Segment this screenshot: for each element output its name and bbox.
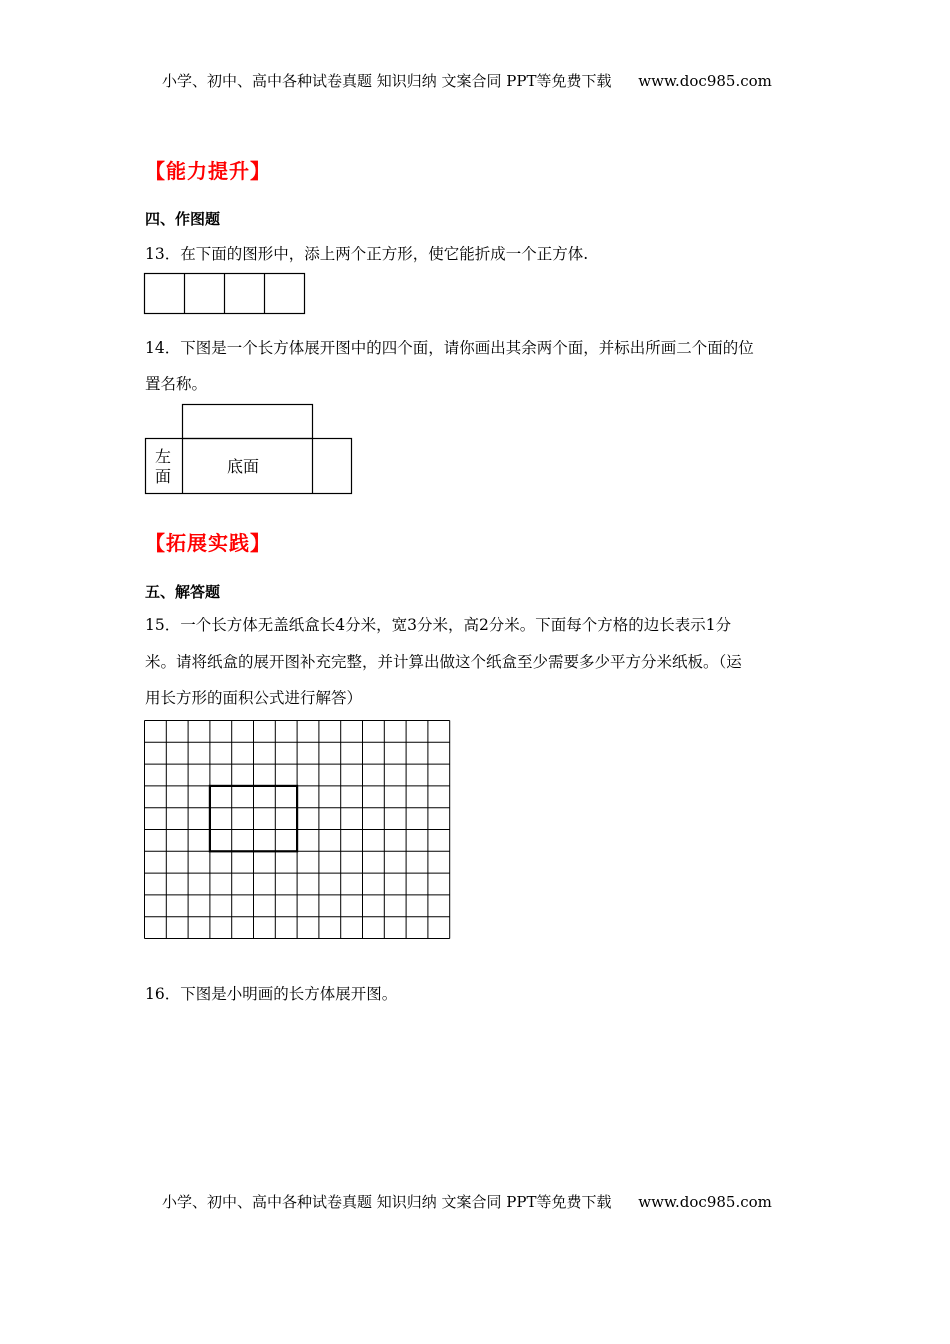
footer-text: 小学、初中、高中各种试卷真题 知识归纳 文案合同 PPT等免费下载 — [162, 1193, 612, 1211]
footer-url[interactable]: www.doc985.com — [638, 1193, 772, 1211]
q14-top-face — [183, 405, 313, 439]
q14-bottom-face-label: 底面 — [226, 457, 260, 476]
q14-left-face-label-1: 左 — [154, 447, 172, 466]
q15-square-grid — [140, 716, 452, 952]
question-15-line1: 15．一个长方体无盖纸盒长4分米，宽3分米，高2分米。下面每个方格的边长表示1分 — [145, 616, 732, 634]
q13-four-squares-figure — [140, 270, 310, 318]
page-footer — [162, 1191, 772, 1212]
question-15-line2: 米。请将纸盒的展开图补充完整，并计算出做这个纸盒至少需要多少平方分米纸板。（运 — [145, 653, 742, 671]
header-text: 小学、初中、高中各种试卷真题 知识归纳 文案合同 PPT等免费下载 — [162, 72, 612, 90]
section-title-ability: 【能力提升】 — [145, 159, 271, 183]
section-subtitle-drawing: 四、作图题 — [145, 210, 221, 228]
q14-cuboid-net-figure — [140, 400, 356, 500]
q14-left-face-label-2: 面 — [154, 467, 172, 486]
header-url[interactable]: www.doc985.com — [638, 72, 772, 90]
question-16-text: 16．下图是小明画的长方体展开图。 — [145, 985, 398, 1003]
question-14-line2: 置名称。 — [145, 375, 208, 393]
question-14-line1: 14．下图是一个长方体展开图中的四个面，请你画出其余两个面，并标出所画二个面的位 — [145, 339, 754, 357]
section-subtitle-answer: 五、解答题 — [145, 583, 221, 601]
question-15-line3: 用长方形的面积公式进行解答） — [145, 689, 363, 707]
page-header — [162, 70, 772, 91]
section-title-practice: 【拓展实践】 — [145, 531, 271, 555]
question-13-text: 13．在下面的图形中，添上两个正方形，使它能折成一个正方体. — [145, 245, 589, 263]
